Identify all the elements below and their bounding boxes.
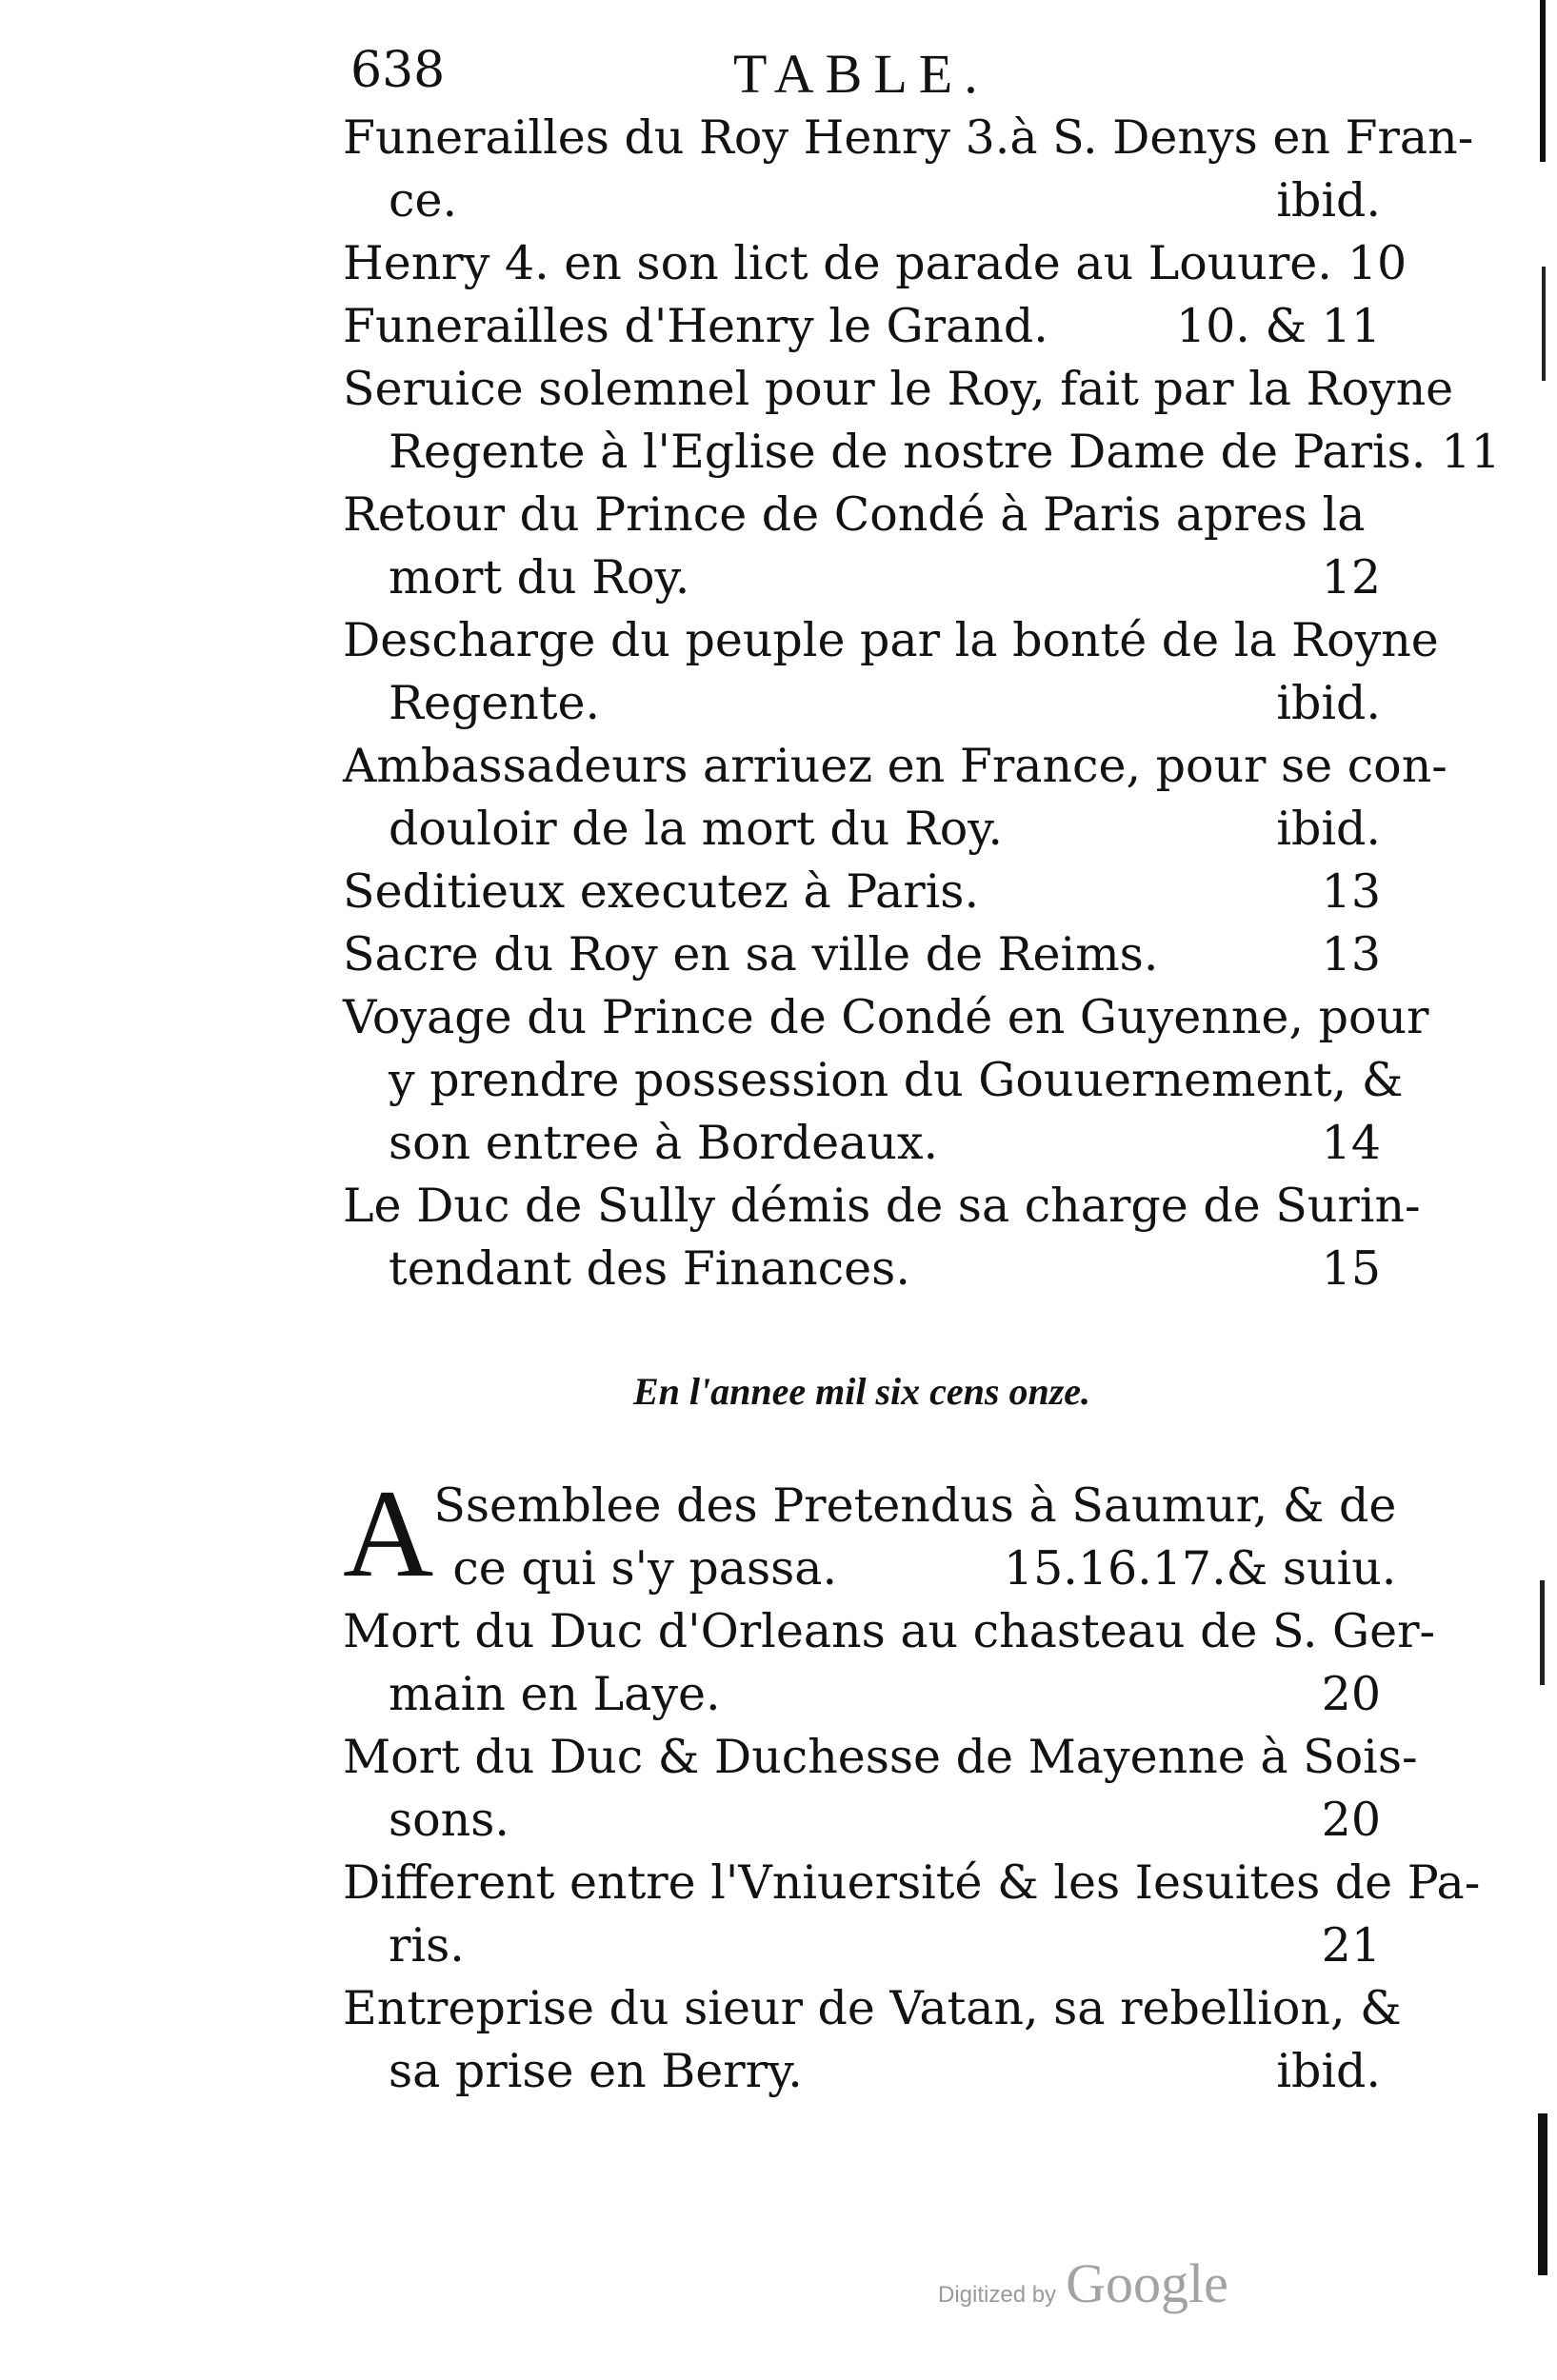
toc-entry: [343, 986, 1429, 1175]
page-reference: 15: [1321, 1241, 1381, 1296]
toc-entry: [343, 484, 1381, 609]
entry-text: Funerailles d'Henry le Grand.: [343, 299, 1048, 353]
entry-text: Funerailles du Roy Henry 3.à S. Denys en Fran-: [343, 110, 1474, 165]
toc-entry: [343, 1175, 1421, 1300]
entry-text: mort du Roy.: [389, 550, 690, 605]
page-reference: 21: [1321, 1918, 1381, 1973]
page-reference: 15.16.17.& suiu.: [1003, 1541, 1397, 1596]
section-heading: En l'annee mil six cens onze.: [632, 1370, 1091, 1413]
entry-text: main en Laye.: [389, 1667, 721, 1721]
page-reference: 11: [1441, 425, 1501, 479]
toc-entry: [343, 295, 1381, 358]
entry-text: ce qui s'y passa.: [452, 1541, 838, 1596]
entry-text: Regente à l'Eglise de nostre Dame de Paris.: [389, 425, 1427, 479]
page-reference: 13: [1321, 864, 1381, 919]
page-reference: 10. & 11: [1175, 299, 1381, 353]
entry-text: Seditieux executez à Paris.: [343, 864, 980, 919]
entry-text: ris.: [389, 1918, 465, 1973]
page-reference: 20: [1321, 1793, 1381, 1847]
toc-entry: [343, 107, 1474, 232]
toc-entry: [343, 735, 1447, 861]
entry-text: Entreprise du sieur de Vatan, sa rebellion, &: [343, 1981, 1402, 2035]
page-reference: ibid.: [1276, 676, 1381, 730]
page-header: [333, 42, 1324, 109]
page-reference: 10: [1347, 236, 1407, 290]
entry-text: Descharge du peuple par la bonté de la Royne: [343, 613, 1439, 667]
entry-text: Mort du Duc & Duchesse de Mayenne à Sois-: [343, 1730, 1418, 1784]
toc-entry: [343, 861, 1381, 923]
page-reference: 14: [1321, 1116, 1381, 1170]
entry-text: Mort du Duc d'Orleans au chasteau de S. Ger-: [343, 1604, 1436, 1658]
entry-text: Ambassadeurs arriuez en France, pour se con-: [343, 739, 1447, 793]
page-reference: ibid.: [1276, 2044, 1381, 2098]
toc-entry: [343, 1726, 1418, 1852]
entry-text: y prendre possession du Gouuernement, &: [389, 1053, 1404, 1107]
page-reference: ibid.: [1276, 802, 1381, 856]
page-reference: 20: [1321, 1667, 1381, 1721]
toc-entry: [343, 1977, 1402, 2103]
entry-text: Sacre du Roy en sa ville de Reims.: [343, 927, 1159, 982]
entry-text: Different entre l'Vniuersité & les Iesuites de Pa-: [343, 1855, 1481, 1910]
page-reference: ibid.: [1276, 173, 1381, 228]
page-reference: 12: [1321, 550, 1381, 605]
entry-text: Ssemblee des Pretendus à Saumur, & de: [433, 1478, 1397, 1533]
entry-text: Seruice solemnel pour le Roy, fait par la Royne: [343, 362, 1454, 416]
entry-text: Retour du Prince de Condé à Paris apres la: [343, 487, 1366, 542]
toc-entry: [343, 358, 1501, 484]
entry-text: tendant des Finances.: [389, 1241, 910, 1296]
entry-text: Regente.: [389, 676, 601, 730]
entry-text: sons.: [389, 1793, 509, 1847]
digitized-by-label: Digitized by: [938, 2282, 1057, 2308]
entry-text: sa prise en Berry.: [389, 2044, 803, 2098]
toc-entry: [343, 1463, 1397, 1603]
google-wordmark: Google: [1066, 2252, 1228, 2314]
entry-text: Le Duc de Sully démis de sa charge de Surin-: [343, 1179, 1421, 1233]
digitized-by-google: [938, 2251, 1228, 2315]
page-reference: 13: [1321, 927, 1381, 982]
page-number: 638: [350, 42, 446, 99]
toc-entry: [343, 232, 1407, 295]
toc-entry: [343, 1600, 1436, 1726]
drop-cap: A: [343, 1463, 434, 1603]
toc-entry: [343, 923, 1381, 986]
toc-entry: [343, 609, 1439, 735]
page-title: TABLE.: [733, 43, 989, 105]
entry-text: Henry 4. en son lict de parade au Louure.: [343, 236, 1332, 290]
entry-text: Voyage du Prince de Condé en Guyenne, pour: [343, 990, 1429, 1044]
toc-entry: [343, 1852, 1481, 1977]
entry-text: son entree à Bordeaux.: [389, 1116, 939, 1170]
table-of-contents: [343, 107, 1501, 2103]
page-edge-shadow: [1527, 0, 1551, 2380]
entry-text: ce.: [389, 173, 458, 228]
entry-text: douloir de la mort du Roy.: [389, 802, 1003, 856]
